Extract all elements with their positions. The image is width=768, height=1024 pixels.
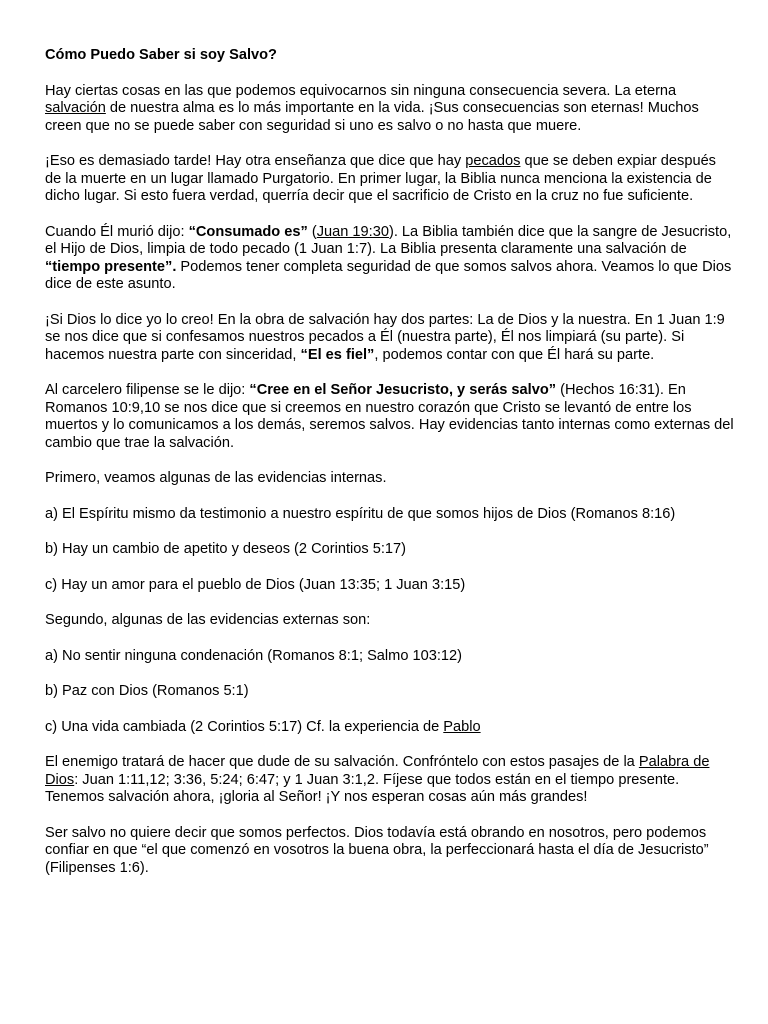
- list-item-external: b) Paz con Dios (Romanos 5:1): [45, 683, 249, 699]
- text: : Juan 1:11,12; 3:36, 5:24; 6:47; y 1 Juan 3:1,2. Fíjese que todos están en el tiempo presente. Tenemos salvación ahora, ¡gloria al Señor! ¡Y nos esperan cosas aún más grandes!: [45, 771, 680, 805]
- list-item-external: [45, 719, 735, 737]
- paragraph-intro: [45, 83, 735, 136]
- text: c) Una vida cambiada (2 Corintios 5:17) Cf. la experiencia de: [45, 718, 444, 735]
- list-item-internal: c) Hay un amor para el pueblo de Dios (Juan 13:35; 1 Juan 3:15): [45, 576, 466, 593]
- text: El enemigo tratará de hacer que dude de su salvación. Confróntelo con estos pasajes de la: [45, 754, 639, 770]
- link-pecados[interactable]: pecados: [465, 153, 521, 169]
- text: Cuando Él murió dijo:: [45, 223, 189, 240]
- text: que se deben expiar después de la muerte en un lugar llamado Purgatorio. En primer lugar, la Biblia nunca menciona la existencia de dicho lugar. Si esto fuera verdad, querría decir que el sacrificio de Cristo en la cruz no fue suficiente.: [45, 153, 716, 204]
- text: ¡Eso es demasiado tarde! Hay otra enseñanza que dice que hay: [45, 153, 466, 169]
- paragraph-internas-intro: Primero, veamos algunas de las evidencias internas.: [45, 470, 387, 486]
- paragraph-purgatorio: [45, 153, 735, 206]
- text: (: [307, 223, 317, 240]
- bold-text: “Cree en el Señor Jesucristo, y serás salvo”: [249, 382, 557, 398]
- text: , podemos contar con que Él hará su parte.: [374, 346, 655, 363]
- paragraph-consumado: [45, 224, 735, 294]
- bold-text: “Consumado es”: [188, 223, 308, 240]
- bold-text: “tiempo presente”.: [45, 258, 177, 275]
- paragraph-externas-intro: Segundo, algunas de las evidencias externas son:: [45, 612, 371, 628]
- paragraph-perfectos: Ser salvo no quiere decir que somos perfectos. Dios todavía está obrando en nosotros, pero podemos confiar en que “el que comenzó en vosotros la buena obra, la perfeccionará hasta el día de Jesucristo” (Filipenses 1:6).: [45, 824, 709, 876]
- bold-text: “El es fiel”: [300, 346, 375, 363]
- text: Hay ciertas cosas en las que podemos equivocarnos sin ninguna consecuencia severa. La eterna: [45, 82, 677, 99]
- link-pablo[interactable]: Pablo: [443, 718, 481, 735]
- document-body: [45, 47, 735, 895]
- text: de nuestra alma es lo más importante en la vida. ¡Sus consecuencias son eternas! Muchos creen que no se puede saber con seguridad si uno es salvo o no hasta que muere.: [45, 100, 699, 134]
- list-item-internal: b) Hay un cambio de apetito y deseos (2 Corintios 5:17): [45, 541, 406, 557]
- paragraph-carcelero: [45, 382, 735, 452]
- text: Al carcelero filipense se le dijo:: [45, 382, 250, 398]
- link-salvacion[interactable]: salvación: [45, 100, 106, 116]
- text: Podemos tener completa seguridad de que somos salvos ahora. Veamos lo que Dios dice de este asunto.: [45, 258, 732, 292]
- text: ). La Biblia también dice que la sangre de Jesucristo, el Hijo de Dios, limpia de todo pecado (1 Juan 1:7). La Biblia presenta claramente una salvación de: [45, 223, 732, 257]
- link-palabra-de-dios[interactable]: Palabra de Dios: [45, 754, 710, 788]
- list-item-external: a) No sentir ninguna condenación (Romanos 8:1; Salmo 103:12): [45, 647, 462, 664]
- paragraph-dos-partes: [45, 312, 735, 365]
- list-item-internal: a) El Espíritu mismo da testimonio a nuestro espíritu de que somos hijos de Dios (Romanos 8:16): [45, 505, 676, 522]
- page-title: Cómo Puedo Saber si soy Salvo?: [45, 47, 277, 63]
- paragraph-enemigo: [45, 754, 735, 807]
- text: ¡Si Dios lo dice yo lo creo! En la obra de salvación hay dos partes: La de Dios y la nuestra. En 1 Juan 1:9 se nos dice que si confesamos nuestros pecados a Él (nuestra parte), Él nos limpiará (su parte). Si hacemos nuestra parte con sinceridad,: [45, 311, 725, 363]
- link-juan-19-30[interactable]: Juan 19:30: [316, 223, 389, 240]
- text: (Hechos 16:31). En Romanos 10:9,10 se nos dice que si creemos en nuestro corazón que Cristo se levantó de entre los muertos y lo comunicamos a los demás, seremos salvos. Hay evidencias tanto internas como externas del cambio que trae la salvación.: [45, 382, 734, 451]
